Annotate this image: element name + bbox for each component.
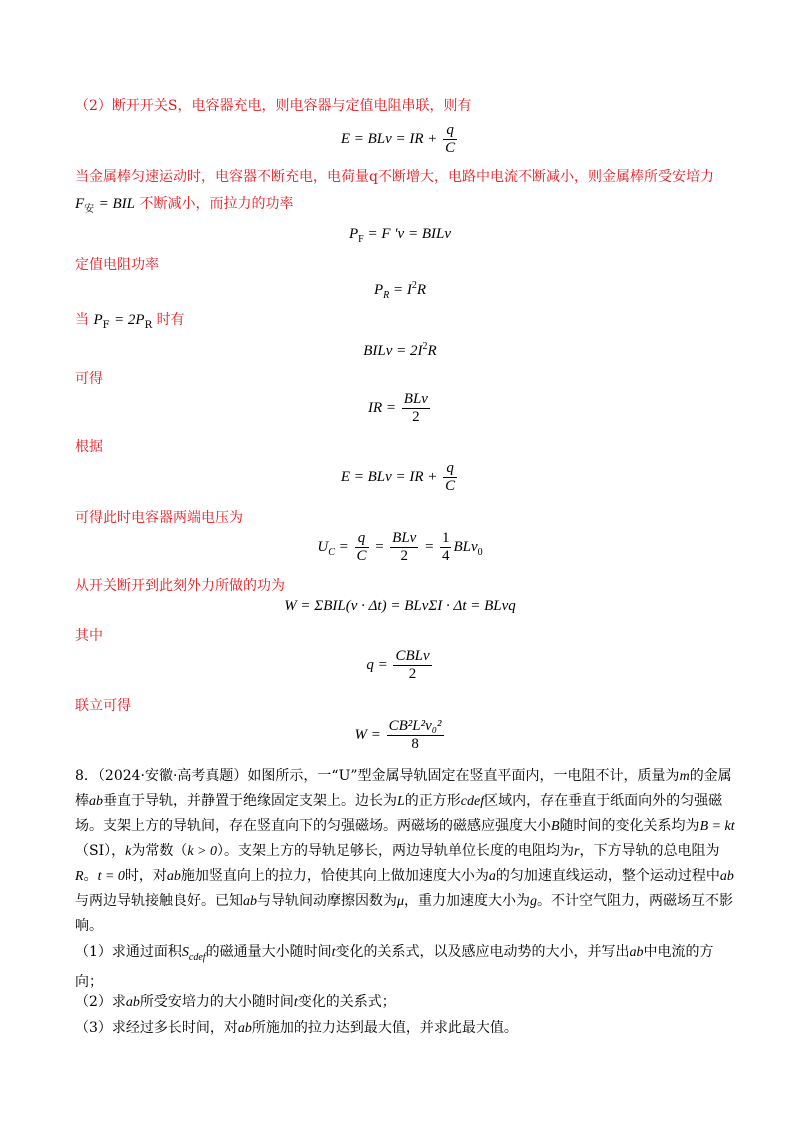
equation-ir: IR = $\frac{\text{BLv}}{2}$ xyxy=(368,391,428,425)
line-ampere-force: $F_安$ = BIL 不断减小，而拉力的功率 xyxy=(75,196,294,215)
line-resistor-power: 定值电阻功率 xyxy=(75,257,159,273)
equation-capacitor-voltage: $U_C$ = $\frac{q}{C}$ = $\frac{\text{BLv}}{2}$ = $\frac{1}{4}$ BLv$_0$ xyxy=(317,530,483,564)
line-uniform-motion: 当金属棒匀速运动时，电容器不断充电，电荷量q不断增大，电路中电流不断减小，则金属棒所受安培力 xyxy=(75,169,714,185)
equation-emf-lhs: E = BLv = IR + xyxy=(340,130,438,147)
fraction-q-over-c-3: $\frac{q}{C}$ xyxy=(356,530,367,564)
question-3: （3）求经过多长时间，对ab所施加的拉力达到最大值，并求此最大值。 xyxy=(75,1020,518,1036)
question-2: （2）求ab所受安培力的大小随时间t变化的关系式； xyxy=(75,994,396,1010)
fraction-work-final: $\frac{\text{CB²L²v₀²}}{8}$ xyxy=(388,718,442,752)
equation-emf-repeat: E = BLv = IR + $\frac{q}{C}$ xyxy=(340,460,456,494)
fraction-cblv-over-2: $\frac{\text{CBLv}}{2}$ xyxy=(395,648,430,682)
line-when-condition: 当 $P_F = 2P_R$ 时有 xyxy=(75,312,185,331)
line-capacitor-voltage: 可得此时电容器两端电压为 xyxy=(75,510,243,526)
question-1: （1）求通过面积$S_{cdef}$的磁通量大小随时间t变化的关系式，以及感应电动势的大小，并写出ab中电流的方向； xyxy=(75,944,714,990)
equation-work-final: W = $\frac{\text{CB²L²v₀²}}{8}$ xyxy=(354,718,442,752)
equation-work-sum: W = ΣBIL(v · Δt) = BLvΣI · Δt = BLvq xyxy=(284,598,516,614)
line-can-get-1: 可得 xyxy=(75,371,103,387)
line-external-work: 从开关断开到此刻外力所做的功为 xyxy=(75,578,285,594)
line-where: 其中 xyxy=(75,628,103,644)
equation-pull-power: $P_F = F$ ′v = BILv xyxy=(349,226,451,245)
equation-emf xyxy=(0,122,800,157)
equation-power-balance: BILv = $2I^2R$ xyxy=(363,341,437,359)
fraction-blv-over-2-2: $\frac{\text{BLv}}{2}$ xyxy=(392,530,417,564)
fraction-blv-over-2: $\frac{\text{BLv}}{2}$ xyxy=(403,391,428,425)
equation-charge: q = $\frac{\text{CBLv}}{2}$ xyxy=(366,648,430,682)
solution-intro: （2）断开开关S，电容器充电，则电容器与定值电阻串联，则有 xyxy=(75,98,472,114)
problem-8-statement: 8．（2024·安徽·高考真题）如图所示，一“U”型金属导轨固定在竖直平面内，一电阻不计，质量为m的金属棒ab垂直于导轨，并静置于绝缘固定支架上。边长为L的正方形cdef区域内，存在垂直于纸面向外的匀强磁场。支架上方的导轨间，存在竖直向下的匀强磁场。两磁场的磁感应强度大小B随时间的变化关系均为B = kt（SI），k为常数（k > 0）。支架上方的导轨足够长，两边导轨单位长度的电阻均为r，下方导轨的总电阻为R。t = 0时，对ab施加竖直向上的拉力，恰使其向上做加速度大小为a的匀加速直线运动，整个运动过程中ab与两边导轨接触良好。已知ab与导轨间动摩擦因数为μ，重力加速度大小为g。不计空气阻力，两磁场互不影响。 xyxy=(75,768,735,934)
equation-resistor-power: $P_R = I^2R$ xyxy=(373,280,427,301)
line-combine: 联立可得 xyxy=(75,698,131,714)
fraction-q-over-c-2: $\frac{q}{C}$ xyxy=(445,460,456,494)
line-basis: 根据 xyxy=(75,439,103,455)
fraction-1-over-4: $\frac{1}{4}$ xyxy=(441,530,450,564)
fraction-q-over-c: $\frac{q}{C}$ xyxy=(445,122,456,156)
